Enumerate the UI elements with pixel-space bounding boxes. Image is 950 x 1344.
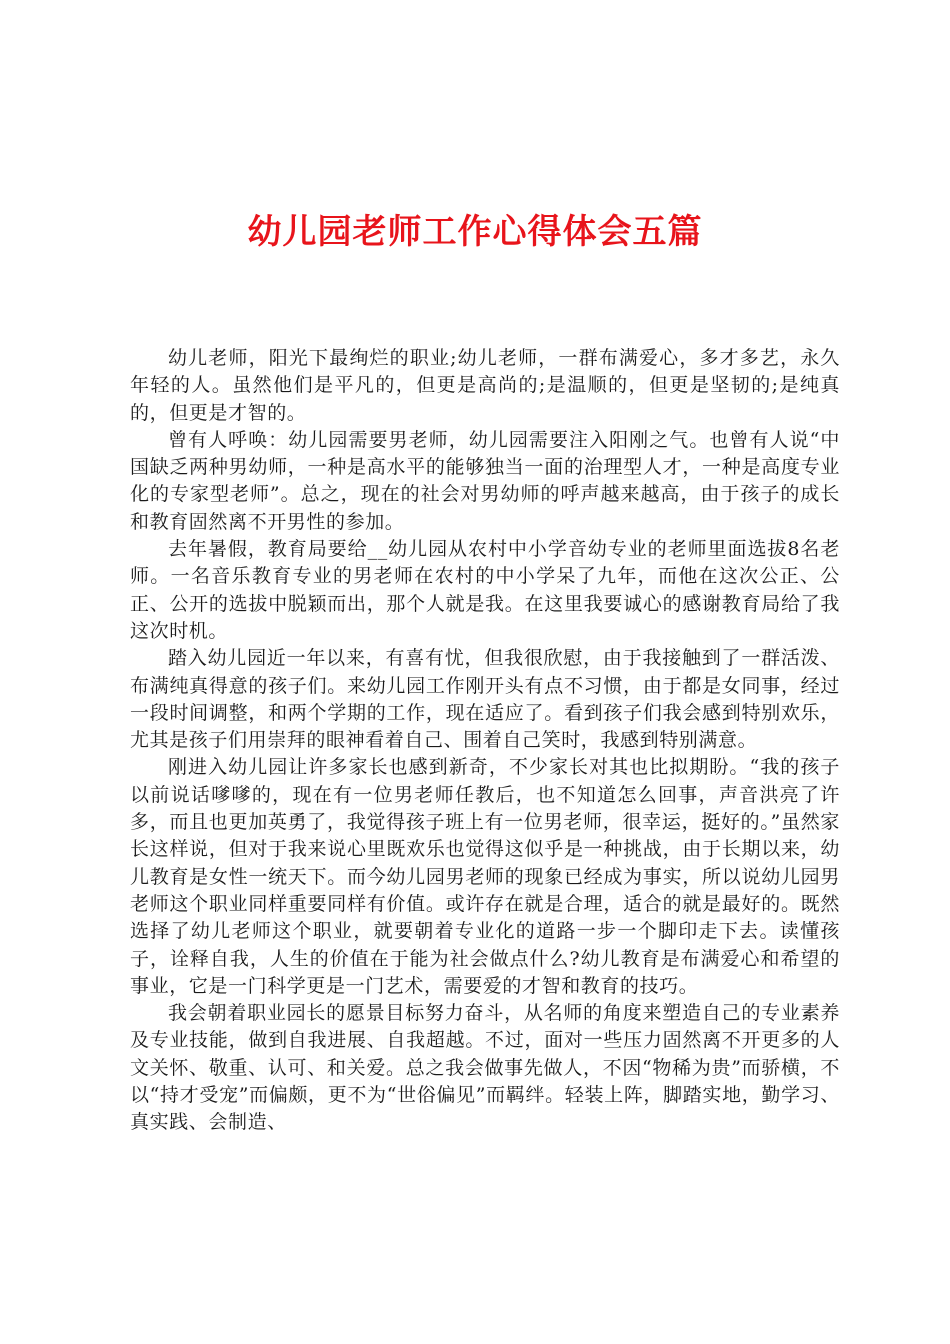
paragraph: 曾有人呼唤：幼儿园需要男老师，幼儿园需要注入阳刚之气。也曾有人说“中国缺乏两种男幼师，一种是高水平的能够独当一面的治理型人才，一种是高度专业化的专家型老师”。总之，现在的社会对男幼师的呼声越来越高，由于孩子的成长和教育固然离不开男性的参加。 <box>130 428 840 533</box>
paragraph: 去年暑假，教育局要给__幼儿园从农村中小学音幼专业的老师里面选拔8名老师。一名音乐教育专业的男老师在农村的中小学呆了九年，而他在这次公正、公正、公开的选拔中脱颖而出，那个人就是我。在这里我要诚心的感谢教育局给了我这次时机。 <box>130 538 840 642</box>
paragraph: 我会朝着职业园长的愿景目标努力奋斗，从名师的角度来塑造自己的专业素养及专业技能，做到自我进展、自我超越。不过，面对一些压力固然离不开更多的人文关怀、敬重、认可、和关爱。总之我会做事先做人，不因“物稀为贵”而骄横，不以“持才受宠”而偏颇，更不为“世俗偏见”而羁绊。轻装上阵，脚踏实地，勤学习、真实践、会制造、 <box>130 1002 840 1134</box>
document-body <box>130 345 840 1137</box>
paragraph: 幼儿老师，阳光下最绚烂的职业;幼儿老师，一群布满爱心，多才多艺，永久年轻的人。虽然他们是平凡的，但更是高尚的;是温顺的，但更是坚韧的;是纯真的，但更是才智的。 <box>130 347 840 424</box>
paragraph: 刚进入幼儿园让许多家长也感到新奇，不少家长对其也比拟期盼。“我的孩子以前说话嗲嗲的，现在有一位男老师任教后，也不知道怎么回事，声音洪亮了许多，而且也更加英勇了，我觉得孩子班上有一位男老师，很幸运，挺好的。”虽然家长这样说，但对于我来说心里既欢乐也觉得这似乎是一种挑战，由于长期以来，幼儿教育是女性一统天下。而今幼儿园男老师的现象已经成为事实，所以说幼儿园男老师这个职业同样重要同样有价值。或许存在就是合理，适合的就是最好的。既然选择了幼儿老师这个职业，就要朝着专业化的道路一步一个脚印走下去。读懂孩子，诠释自我，人生的价值在于能为社会做点什么?幼儿教育是布满爱心和希望的事业，它是一门科学更是一门艺术，需要爱的才智和教育的技巧。 <box>130 756 840 997</box>
paragraph: 踏入幼儿园近一年以来，有喜有忧，但我很欣慰，由于我接触到了一群活泼、布满纯真得意的孩子们。来幼儿园工作刚开头有点不习惯，由于都是女同事，经过一段时间调整，和两个学期的工作，现在适应了。看到孩子们我会感到特别欢乐，尤其是孩子们用崇拜的眼神看着自己、围着自己笑时，我感到特别满意。 <box>130 647 840 752</box>
document-title: 幼儿园老师工作心得体会五篇 <box>247 212 703 252</box>
